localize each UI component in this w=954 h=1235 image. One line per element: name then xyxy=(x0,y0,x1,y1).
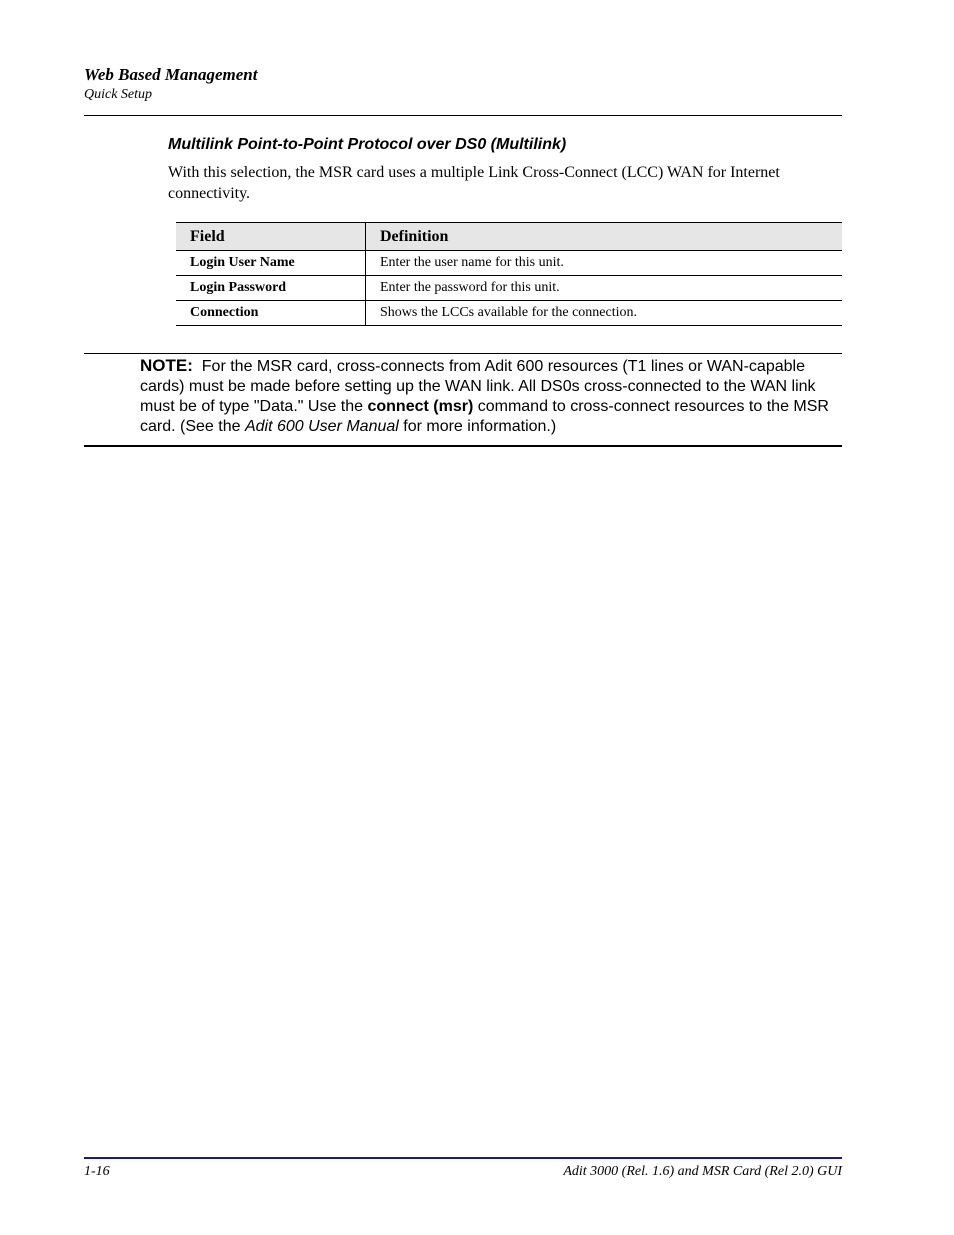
note-command: connect (msr) xyxy=(367,398,474,415)
note-text-part3: for more information.) xyxy=(398,418,557,435)
note-top-divider xyxy=(84,353,842,354)
table-header-row xyxy=(176,223,842,251)
running-header-subtitle: Quick Setup xyxy=(84,87,153,102)
table-row xyxy=(176,276,842,301)
note-text-part2: command to cross-connect resources to the MSR card. (See the xyxy=(140,398,829,435)
table-row xyxy=(176,251,842,276)
field-name: Login User Name xyxy=(176,251,366,276)
section-heading: Multilink Point-to-Point Protocol over DS0 (Multilink) xyxy=(168,136,567,153)
note-label: NOTE: xyxy=(140,356,193,375)
field-name: Login Password xyxy=(176,276,366,301)
field-definition: Enter the password for this unit. xyxy=(366,276,843,301)
field-name: Connection xyxy=(176,301,366,326)
intro-paragraph: With this selection, the MSR card uses a multiple Link Cross-Connect (LCC) WAN for Internet connectivity. xyxy=(168,164,780,202)
page-number: 1-16 xyxy=(84,1164,110,1179)
note-block xyxy=(140,356,842,437)
field-definition: Enter the user name for this unit. xyxy=(366,251,843,276)
note-text-part1: For the MSR card, cross-connects from Adit 600 resources (T1 lines or WAN-capable cards) must be made before setting up the WAN link. All DS0s cross-connected to the WAN link must be of type "Data." Use the xyxy=(140,358,816,415)
running-header-title: Web Based Management xyxy=(84,65,258,84)
footer-divider xyxy=(84,1157,842,1159)
header-divider xyxy=(84,115,842,116)
footer-document-title: Adit 3000 (Rel. 1.6) and MSR Card (Rel 2.0) GUI xyxy=(563,1164,842,1179)
column-header-field: Field xyxy=(176,223,366,251)
note-bottom-divider xyxy=(84,445,842,447)
field-definition: Shows the LCCs available for the connection. xyxy=(366,301,843,326)
column-header-definition: Definition xyxy=(366,223,843,251)
field-definition-table xyxy=(176,222,842,326)
note-manual-title: Adit 600 User Manual xyxy=(244,418,399,435)
table-row xyxy=(176,301,842,326)
